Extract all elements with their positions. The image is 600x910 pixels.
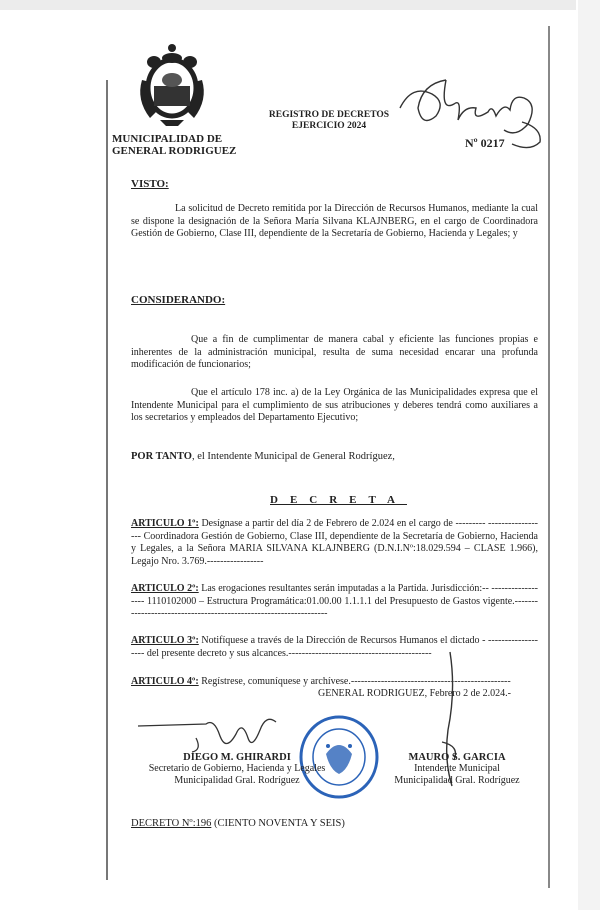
article-4-text: Regístrese, comuníquese y archívese.------------------------------------------------ [201,676,511,687]
top-border [0,0,576,10]
article-1-label: ARTICULO 1º: [131,518,199,529]
por-tanto-line [131,451,395,462]
por-tanto-label: POR TANTO [131,451,192,462]
left-signer-name: DIEGO M. GHIRARDI [183,752,291,763]
right-signer-org: Municipalidad Gral. Rodríguez [394,775,520,786]
article-1-text: Desígnase a partir del día 2 de Febrero de 2.024 en el cargo de --------- ------------------ Coordinadora Gestión de Gobierno, Clase III, dependiente de la Secretaría de Gobierno, Hacienda y Legales, a la Señora MARIA SILVANA KLAJNBERG (D.N.I.Nº:18.029.594 – CLASE 1.966), Legajo Nro. 3.769.----------------- [131,518,538,567]
page-right-edge [548,26,550,888]
date-line: GENERAL RODRIGUEZ, Febrero 2 de 2.024.- [318,688,511,699]
seal-text [300,796,378,797]
left-signature-icon [136,708,286,758]
article-2-text: Las erogaciones resultantes serán imputadas a la Partida. Jurisdicción:-- ------------------ 1110102000 – Estructura Programática:01.00.00 1.1.1.1 del Presupuesto de Gastos vigente.------------------------------------------------------------------ [131,583,538,619]
municipality-name [112,133,236,157]
article-2-label: ARTICULO 2º: [131,583,199,594]
por-tanto-text: , el Intendente Municipal de General Rodríguez, [191,451,395,462]
footer-decree-label: DECRETO Nº:196 [131,818,212,829]
article-3-text: Notifíquese a través de la Dirección de Recursos Humanos el dictado - ------------------- del presente decreto y sus alcances.------------------------------------------- [131,635,538,659]
considerando-heading: CONSIDERANDO: [131,294,226,306]
registry-title [254,110,404,132]
right-signature-block [372,752,542,787]
left-signer-title: Secretario de Gobierno, Hacienda y Legales [148,763,326,774]
page-left-edge [106,80,108,880]
footer-decree-line [131,818,345,829]
decreta-heading: DECRETA [270,494,407,506]
article-1 [131,518,538,568]
right-signer-name: MAURO S. GARCIA [408,752,506,763]
article-3-label: ARTICULO 3º: [131,635,199,646]
registry-line-1: REGISTRO DE DECRETOS [268,110,390,120]
article-4-label: ARTICULO 4º: [131,676,199,687]
left-signer-org: Municipalidad Gral. Rodríguez [174,775,300,786]
municipality-line-1: MUNICIPALIDAD DE [112,133,223,145]
considerando-paragraph-2: Que el artículo 178 inc. a) de la Ley Orgánica de las Municipalidades expresa que el Intendente Municipal para el cumplimiento de sus atribuciones y deberes tendrá como auxiliares a los secretarios y empleados del Departamento Ejecutivo; [131,387,538,423]
registry-line-2: EJERCICIO 2024 [291,121,367,131]
decree-number: Nº 0217 [465,136,505,150]
footer-decree-text: (CIENTO NOVENTA Y SEIS) [211,818,345,829]
considerando-paragraph-1: Que a fin de cumplimentar de manera cabal y eficiente las funciones propias e inherentes de la administración municipal, resulta de suma necesidad encarar una profunda modificación de funcionarios; [131,334,538,370]
municipality-line-2: GENERAL RODRIGUEZ [112,145,237,157]
left-signature-block [132,752,342,787]
right-signer-title: Intendente Municipal [414,763,500,774]
coat-of-arms-icon [132,40,212,128]
visto-paragraph: La solicitud de Decreto remitida por la Dirección de Recursos Humanos, mediante la cual se dispone la designación de la Señora María Silvana KLAJNBERG, en el cargo de Coordinadora Gestión de Gobierno, Clase III, dependiente de la Secretaría de Gobierno, Hacienda y Legales; y [131,203,538,239]
right-margin-strip [578,0,600,910]
article-2 [131,583,538,621]
visto-heading: VISTO: [131,178,169,190]
